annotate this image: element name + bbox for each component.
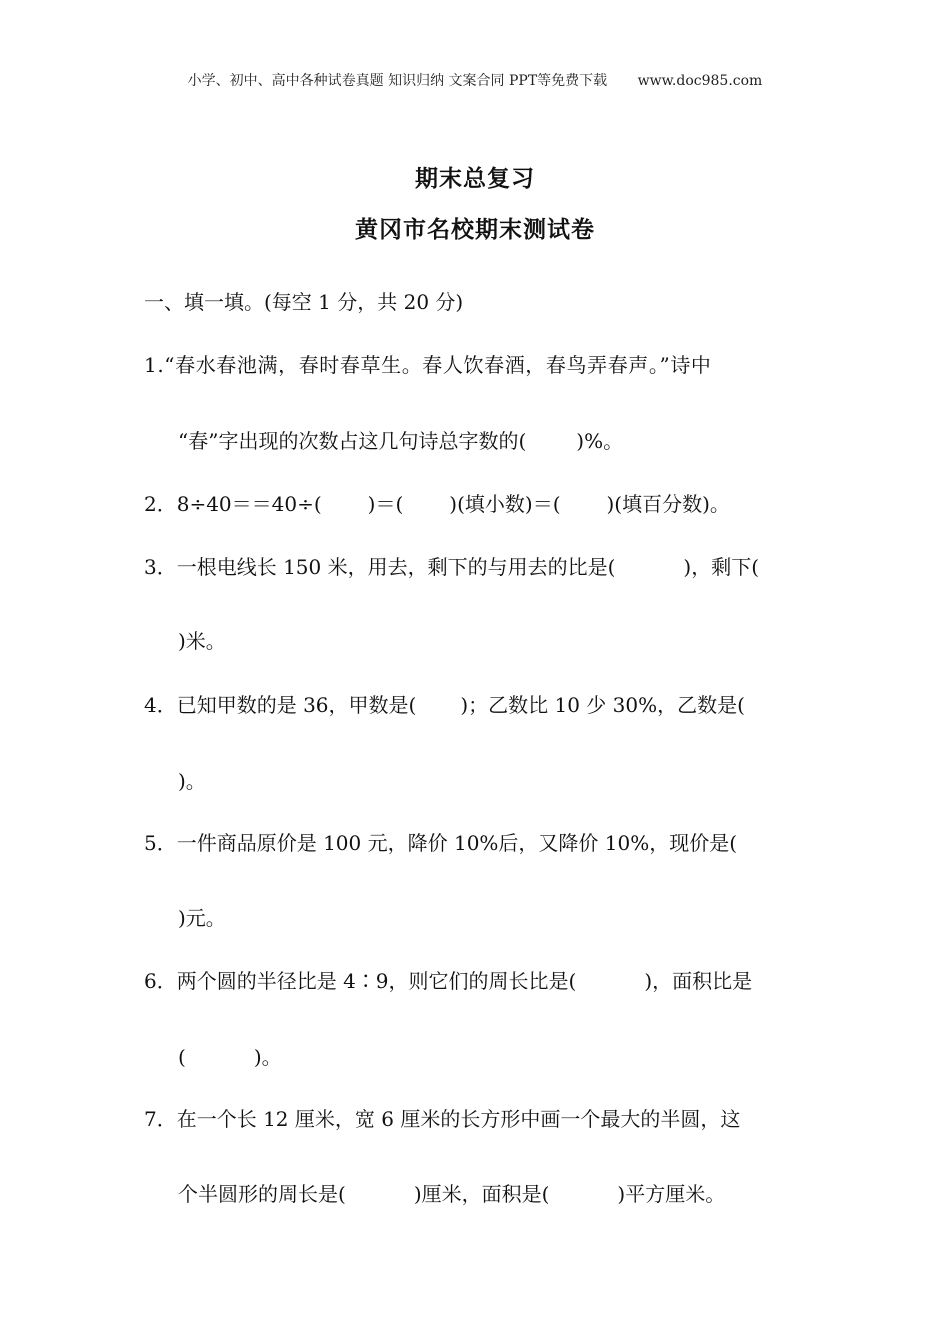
title-line-2: 黄冈市名校期末测试卷 xyxy=(355,217,595,243)
question-2-text-d: )(填百分数)。 xyxy=(606,492,730,516)
question-6-text-d: )。 xyxy=(253,1045,282,1069)
question-2-text-a: 2．8÷40＝＝40÷( xyxy=(144,492,322,516)
question-3-text-a: 3．一根电线长 150 米，用去，剩下的与用去的比是( xyxy=(144,555,616,579)
page-header xyxy=(0,70,950,90)
question-7-text-c: )平方厘米。 xyxy=(617,1182,726,1206)
question-4-line-1 xyxy=(144,691,745,719)
question-4-line-2: )。 xyxy=(178,769,206,793)
question-6-text-b: )，面积比是 xyxy=(644,969,753,993)
question-4-text-b: )；乙数比 10 少 30%，乙数是( xyxy=(460,693,745,717)
header-url[interactable]: www.doc985.com xyxy=(637,73,763,89)
question-2-text-c: )(填小数)＝( xyxy=(449,492,561,516)
question-6-text-c: ( xyxy=(178,1045,186,1069)
question-1-text-b: )%。 xyxy=(576,429,624,453)
question-3-line-2: )米。 xyxy=(178,629,226,653)
question-1-line-2 xyxy=(178,427,623,455)
question-1-text-a: “春”字出现的次数占这几句诗总字数的( xyxy=(178,429,527,453)
question-7-text-a: 个半圆形的周长是( xyxy=(178,1182,346,1206)
question-4-text-a: 4．已知甲数的是 36，甲数是( xyxy=(144,693,417,717)
question-3-text-b: )，剩下( xyxy=(683,555,760,579)
question-2-text-b: )＝( xyxy=(367,492,404,516)
question-5-line-2: )元。 xyxy=(178,906,226,930)
question-3-line-1 xyxy=(144,553,759,581)
question-6-text-a: 6．两个圆的半径比是 4∶9，则它们的周长比是( xyxy=(144,969,577,993)
question-6-line-2 xyxy=(178,1043,282,1071)
header-text: 小学、初中、高中各种试卷真题 知识归纳 文案合同 PPT等免费下载 xyxy=(187,73,608,89)
question-7-line-2 xyxy=(178,1180,725,1208)
question-7-text-b: )厘米，面积是( xyxy=(413,1182,550,1206)
section-heading: 一、填一填。(每空 1 分，共 20 分) xyxy=(144,290,464,314)
question-2 xyxy=(144,490,730,518)
question-1-line-1: 1.“春水春池满，春时春草生。春人饮春酒，春鸟弄春声。”诗中 xyxy=(144,353,712,377)
question-5-line-1: 5．一件商品原价是 100 元，降价 10%后，又降价 10%，现价是( xyxy=(144,831,738,855)
question-7-line-1: 7．在一个长 12 厘米，宽 6 厘米的长方形中画一个最大的半圆，这 xyxy=(144,1107,741,1131)
title-line-1: 期末总复习 xyxy=(415,166,535,192)
question-6-line-1 xyxy=(144,967,752,995)
